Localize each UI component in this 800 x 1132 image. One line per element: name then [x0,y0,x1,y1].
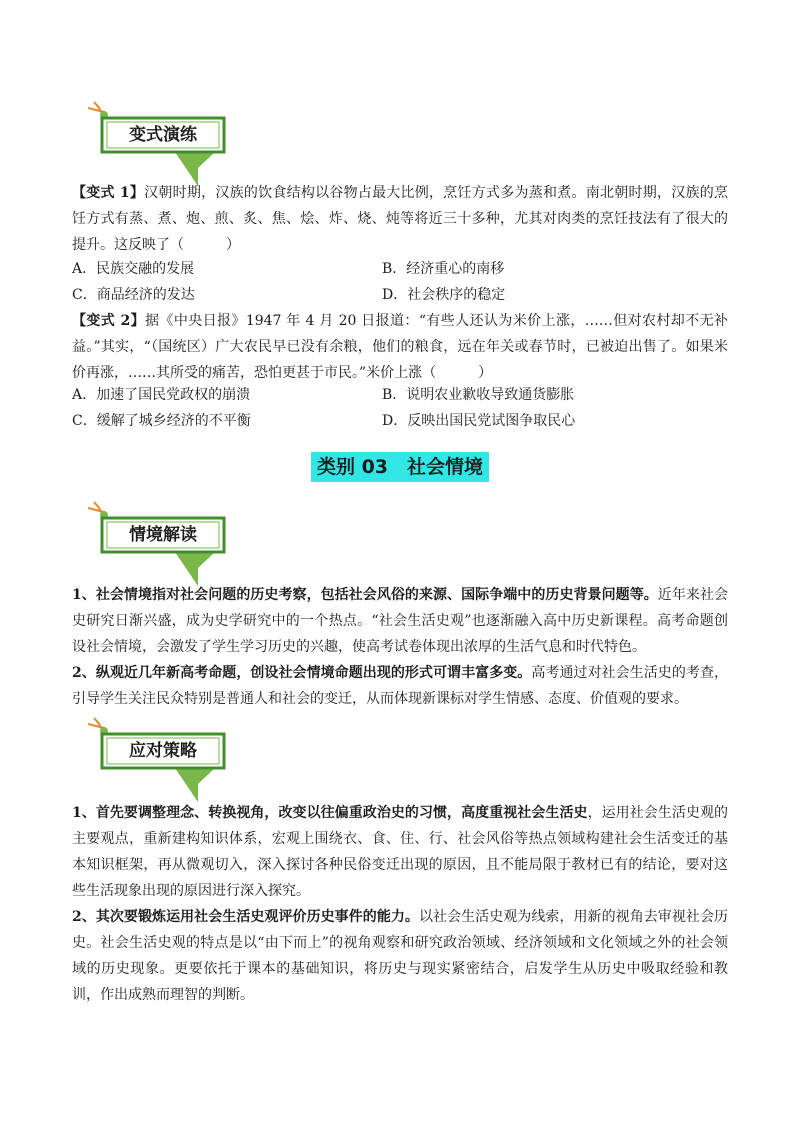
options-row [72,408,728,434]
question-2 [72,308,728,386]
banner-label: 情境解读 [129,525,197,545]
section-banner-variation [80,98,230,193]
paragraph [72,582,728,660]
banner-label: 应对策略 [129,741,197,761]
option-a: A．加速了国民党政权的崩溃 [72,387,251,403]
options-row [72,382,728,408]
interpretation-body [72,582,728,712]
paragraph-bold: 2、其次要锻炼运用社会生活史观评价历史事件的能力。 [72,909,419,925]
options-row [72,282,728,308]
section-banner-interpretation [80,498,230,593]
options-row [72,256,728,282]
option-b: B．经济重心的南移 [382,261,505,277]
paragraph [72,800,728,904]
option-a: A．民族交融的发展 [72,261,195,277]
option-b: B．说明农业歉收导致通货膨胀 [382,387,575,403]
question-tag: 【变式 2】 [72,313,146,329]
question-stem: 据《中央日报》1947 年 4 月 20 日报道：“有些人还认为米价上涨，……但对农村却不无补益。”其实，“（国统区）广大农民早已没有余粮，他们的粮食，远在年关或春节时，已被迫出售了。如果米价再涨，……其所受的痛苦，恐怕更甚于市民。”米价上涨（ ） [72,313,728,381]
category-title-text: 类别 03 社会情境 [311,452,489,482]
paragraph-bold: 2、纵观近几年新高考命题，创设社会情境命题出现的形式可谓丰富多变。 [72,665,532,681]
category-title [0,452,800,482]
paragraph-text: 近年来社会史研究日渐兴盛，成为史学研究中的一个热点。“社会生活史观”也逐渐融入高中历史新课程。高考命题创设社会情境，会激发了学生学习历史的兴趣，使高考试卷体现出浓厚的生活气息和时代特色。 [72,587,728,655]
banner-label: 变式演练 [129,125,197,145]
paragraph-text: ，运用社会生活史观的主要观点，重新建构知识体系，宏观上围绕衣、食、住、行、社会风俗等热点领域构建社会生活变迁的基本知识框架，再从微观切入，深入探讨各种民俗变迁出现的原因，且不能局限于教材已有的结论，要对这些生活现象出现的原因进行深入探究。 [72,805,729,899]
question-stem: 汉朝时期，汉族的饮食结构以谷物占最大比例，烹饪方式多为蒸和煮。南北朝时期，汉族的烹饪方式有蒸、煮、炮、煎、炙、焦、烩、炸、烧、炖等将近三十多种，尤其对肉类的烹饪技法有了很大的提升。这反映了（ ） [72,185,728,253]
question-tag: 【变式 1】 [72,185,145,201]
option-d: D．反映出国民党试图争取民心 [382,413,576,429]
strategy-body [72,800,728,1008]
option-c: C．商品经济的发达 [72,287,195,303]
paragraph [72,904,728,1008]
question-1 [72,180,728,258]
paragraph-bold: 1、首先要调整理念、转换视角，改变以往偏重政治史的习惯，高度重视社会生活史 [72,805,588,821]
paragraph-text: 高考通过对社会生活史的考查，引导学生关注民众特别是普通人和社会的变迁，从而体现新课标对学生情感、态度、价值观的要求。 [72,665,728,707]
paragraph [72,660,728,712]
option-c: C．缓解了城乡经济的不平衡 [72,413,251,429]
section-banner-strategy [80,714,230,809]
paragraph-text: 以社会生活史观为线索，用新的视角去审视社会历史。社会生活史观的特点是以“由下而上”的视角观察和研究政治领域、经济领域和文化领域之外的社会领域的历史现象。更要依托于课本的基础知识，将历史与现实紧密结合，启发学生从历史中吸取经验和教训，作出成熟而理智的判断。 [72,909,728,1003]
option-d: D．社会秩序的稳定 [382,287,506,303]
paragraph-bold: 1、社会情境指对社会问题的历史考察，包括社会风俗的来源、国际争端中的历史背景问题等。 [72,587,658,603]
